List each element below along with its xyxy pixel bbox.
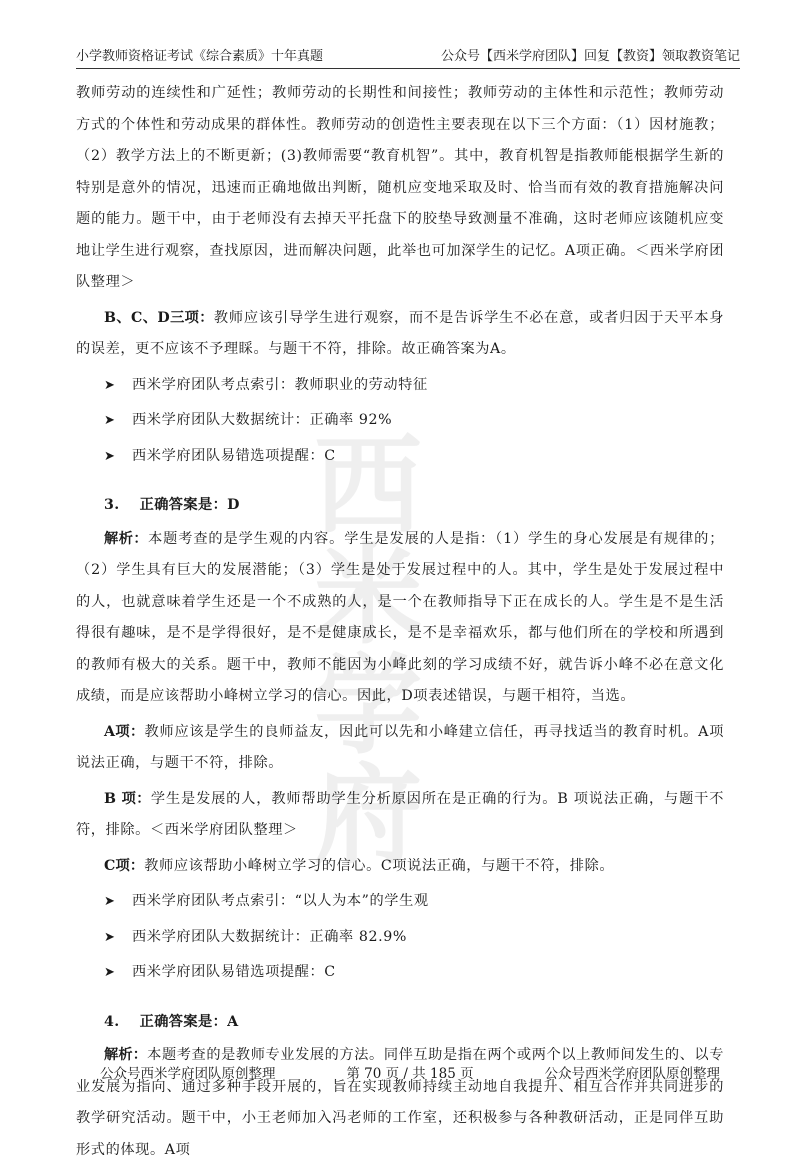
q2-option-bcd-text: 教师应该引导学生进行观察，而不是告诉学生不必在意，或者归因于天平本身的误差，更不应该不予理睬。与题干不符，排除。故正确答案为A。 (76, 309, 725, 357)
watermark-line-1: 西米 (313, 424, 422, 659)
q3-answer-heading (76, 490, 724, 522)
watermark-line-2: 学府 (313, 644, 422, 879)
q3-analysis-label: 解析： (104, 530, 149, 547)
q3-bullet-3-text: 西米学府团队易错选项提醒：C (132, 964, 336, 980)
page-footer (100, 1062, 720, 1082)
q2-bullet-2-text: 西米学府团队大数据统计：正确率 92% (132, 412, 393, 428)
q4-answer-heading (76, 1007, 724, 1039)
footer-left: 公众号西米学府团队原创整理 (100, 1066, 276, 1082)
arrow-bullet-icon: ➤ (104, 413, 116, 428)
q3-bullet-2-text: 西米学府团队大数据统计：正确率 82.9% (132, 928, 407, 945)
q3-option-b-label: B 项： (104, 790, 151, 807)
q2-bullet-2 (76, 405, 724, 437)
q4-analysis (76, 1040, 724, 1166)
q3-answer-title: 正确答案是：D (139, 497, 240, 513)
q3-option-b-text: 学生是发展的人，教师帮助学生分析原因所在是正确的行为。B 项说法正确，与题干不符，排除。＜西米学府团队整理＞ (76, 790, 724, 838)
q2-bullet-1-text: 西米学府团队考点索引：教师职业的劳动特征 (132, 376, 428, 393)
page-content (76, 78, 724, 1166)
arrow-bullet-icon: ➤ (104, 965, 116, 980)
q4-answer-title: 正确答案是：A (139, 1013, 239, 1030)
q3-option-c-text: 教师应该帮助小峰树立学习的信心。C项说法正确，与题干不符，排除。 (144, 857, 615, 874)
q3-option-a-label: A项： (104, 723, 145, 740)
q3-analysis-text: 本题考查的是学生观的内容。学生是发展的人是指：（1）学生的身心发展是有规律的；（2）学生具有巨大的发展潜能；（3）学生是处于发展过程中的人。其中，学生是处于发展过程中的人，也就意味着学生还是一个不成熟的人，是一个在教师指导下正在成长的人。学生是不是生活得很有趣味，是不是学得很好，是不是健康成长，是不是幸福欢乐，都与他们所在的学校和所遇到的教师有极大的关系。题干中，教师不能因为小峰此刻的学习成绩不好，就告诉小峰不必在意文化成绩，而是应该帮助小峰树立学习的信心。因此，D项表述错误，与题干相符，当选。 (76, 530, 724, 704)
q3-option-a (76, 717, 724, 780)
q2-bullet-3 (76, 441, 724, 473)
q3-option-c (76, 851, 724, 883)
footer-right: 公众号西米学府团队原创整理 (544, 1066, 720, 1082)
q2-option-bcd-label: B、C、D三项： (104, 309, 214, 326)
q3-option-a-text: 教师应该是学生的良师益友，因此可以先和小峰建立信任，再寻找适当的教育时机。A项说法正确，与题干不符，排除。 (76, 723, 724, 771)
q4-number: 4. (104, 1013, 120, 1030)
q3-number: 3. (104, 497, 120, 513)
q3-bullet-1-text: 西米学府团队考点索引：“以人为本”的学生观 (132, 893, 429, 909)
q2-bullet-1 (76, 370, 724, 402)
q4-analysis-text: 本题考查的是教师专业发展的方法。同伴互助是指在两个或两个以上教师间发生的、以专业发展为指向、通过多种手段开展的，旨在实现教师持续主动地自我提升、相互合作并共同进步的教学研究活动。题干中，小王老师加入冯老师的工作室，还积极参与各种教研活动，正是同伴互助形式的体现。A项 (76, 1047, 724, 1158)
q3-option-b (76, 784, 724, 847)
q3-analysis (76, 524, 724, 713)
q3-bullet-1 (76, 886, 724, 918)
header-right-note: 公众号【西米学府团队】回复【教资】领取教资笔记 (440, 49, 740, 64)
header-left-title: 小学教师资格证考试《综合素质》十年真题 (76, 49, 324, 64)
q3-option-c-label: C项： (104, 857, 145, 874)
q2-option-bcd (76, 303, 724, 366)
page-number: 第 70 页 / 共 185 页 (346, 1066, 474, 1082)
q3-bullet-3 (76, 957, 724, 989)
arrow-bullet-icon: ➤ (104, 448, 116, 464)
q3-bullet-2 (76, 922, 724, 954)
q2-bullet-3-text: 西米学府团队易错选项提醒：C (132, 447, 336, 464)
q2-explanation-continued: 教师劳动的连续性和广延性；教师劳动的长期性和间接性；教师劳动的主体性和示范性；教师劳动方式的个体性和劳动成果的群体性。教师劳动的创造性主要表现在以下三个方面：（1）因材施教；（2）教学方法上的不断更新；(3)教师需要“教育机智”。其中，教育机智是指教师能根据学生新的特别是意外的情况，迅速而正确地做出判断，随机应变地采取及时、恰当而有效的教育措施解决问题的能力。题干中，由于老师没有去掉天平托盘下的胶垫导致测量不准确，这时老师应该随机应变地让学生进行观察，查找原因，进而解决问题，此举也可加深学生的记忆。A项正确。＜西米学府团队整理＞ (76, 85, 724, 290)
arrow-bullet-icon: ➤ (104, 377, 116, 393)
arrow-bullet-icon: ➤ (104, 894, 116, 909)
q4-analysis-label: 解析： (104, 1047, 148, 1063)
page-header (76, 38, 740, 69)
arrow-bullet-icon: ➤ (104, 929, 116, 945)
